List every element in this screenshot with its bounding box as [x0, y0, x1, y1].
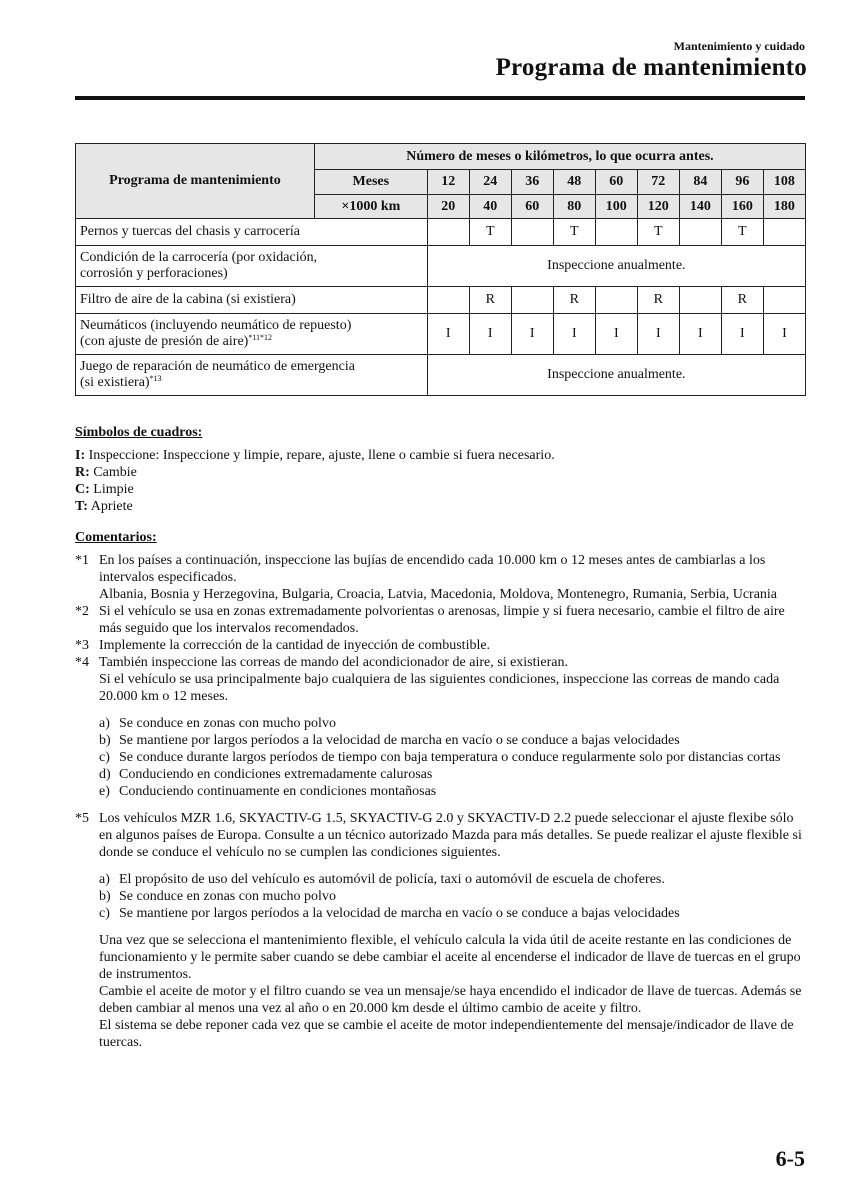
row-item-line: corrosión y perforaciones) — [80, 266, 228, 281]
row-mark: T — [469, 219, 511, 246]
note-text: Si el vehículo se usa en zonas extremadamente polvorientas o arenosas, limpie y si fuera necesario, cambie el filtro de aire más seguido que los intervalos recomendados. — [99, 604, 785, 636]
month-cell: 108 — [763, 170, 805, 195]
row-mark: I — [763, 314, 805, 355]
row-mark: I — [553, 314, 595, 355]
list-text: Se conduce en zonas con mucho polvo — [119, 889, 336, 904]
row-mark — [427, 219, 469, 246]
table-row — [76, 219, 806, 246]
note-marker: *2 — [75, 604, 89, 619]
list-text: Se conduce durante largos períodos de tiempo con baja temperatura o conduce regularmente solo por distancias cortas — [119, 750, 781, 765]
list-text: Conduciendo continuamente en condiciones montañosas — [119, 784, 437, 799]
km-cell: 160 — [721, 195, 763, 219]
km-label: ×1000 km — [314, 195, 427, 219]
note-text: También inspeccione las correas de mando del acondicionador de aire, si existieran. — [99, 655, 568, 670]
symbols-heading: Símbolos de cuadros: — [75, 425, 203, 440]
km-cell: 140 — [679, 195, 721, 219]
row-item-line: Juego de reparación de neumático de emergencia — [80, 359, 355, 374]
note-text: En los países a continuación, inspeccione las bujías de encendido cada 10.000 km o 12 meses antes de cambiarlas a los intervalos especificados. — [99, 553, 766, 585]
row-item-line-text: (con ajuste de presión de aire) — [80, 334, 249, 349]
list-item — [75, 766, 810, 783]
table-row — [76, 246, 806, 287]
row-item-line-text: (si existiera) — [80, 375, 150, 390]
row-mark — [679, 219, 721, 246]
comment-note — [75, 654, 810, 671]
month-cell: 12 — [427, 170, 469, 195]
month-cell: 48 — [553, 170, 595, 195]
row-mark — [595, 287, 637, 314]
table-row — [76, 355, 806, 396]
symbol-item — [75, 481, 810, 498]
row-mark: I — [595, 314, 637, 355]
note-paragraph: Una vez que se selecciona el mantenimiento flexible, el vehículo calcula la vida útil de aceite restante en las condiciones de funcionamiento y le permite saber cuando se debe cambiar el aceite al encenderse el indicador de llave de tuercas en el grupo de instrumentos. — [99, 933, 801, 982]
row-item: Pernos y tuercas del chasis y carrocería — [76, 219, 428, 246]
table-corner-header: Programa de mantenimiento — [76, 144, 315, 219]
km-cell: 180 — [763, 195, 805, 219]
row-mark — [679, 287, 721, 314]
month-cell: 60 — [595, 170, 637, 195]
title-rule — [75, 96, 805, 100]
km-cell: 20 — [427, 195, 469, 219]
row-item — [76, 314, 428, 355]
list-marker: b) — [99, 733, 111, 748]
page-number: 6-5 — [775, 1146, 805, 1171]
list-item — [75, 715, 810, 732]
row-item-line — [80, 375, 423, 391]
list-marker: c) — [99, 906, 110, 921]
row-mark — [763, 219, 805, 246]
section-label: Mantenimiento y cuidado — [673, 39, 805, 53]
comment-note — [75, 603, 810, 637]
table-row — [76, 314, 806, 355]
list-text: Se conduce en zonas con mucho polvo — [119, 716, 336, 731]
row-item-line: Condición de la carrocería (por oxidación, — [80, 250, 318, 265]
list-text: Se mantiene por largos períodos a la velocidad de marcha en vacío o se conduce a bajas velocidades — [119, 733, 680, 748]
note-paragraph: El sistema se debe reponer cada vez que se cambie el aceite de motor independientemente del mensaje/indicador de llave de tuercas. — [99, 1018, 794, 1050]
note-marker: *3 — [75, 638, 89, 653]
row-mark: T — [637, 219, 679, 246]
note-paragraph: Albania, Bosnia y Herzegovina, Bulgaria, Croacia, Latvia, Macedonia, Moldova, Montenegro, Rumania, Serbia, Ucrania — [99, 587, 778, 602]
km-cell: 80 — [553, 195, 595, 219]
symbol-item — [75, 464, 810, 481]
row-mark: R — [553, 287, 595, 314]
note-paragraph: Cambie el aceite de motor y el filtro cuando se vea un mensaje/se haya encendido el indicador de llave de tuercas. Además se deben cambiar al menos una vez al año o en 20.000 km desde el último cambio de aceite y filtro. — [99, 984, 802, 1016]
list-text: Conduciendo en condiciones extremadamente calurosas — [119, 767, 433, 782]
row-item — [76, 246, 428, 287]
km-cell: 60 — [511, 195, 553, 219]
months-label: Meses — [314, 170, 427, 195]
symbol-key: I: — [75, 448, 86, 463]
note-marker: *4 — [75, 655, 89, 670]
row-item-line: Neumáticos (incluyendo neumático de repuesto) — [80, 318, 352, 333]
symbol-key: T: — [75, 499, 88, 514]
row-mark: I — [637, 314, 679, 355]
list-item — [75, 905, 810, 922]
comment-note — [75, 552, 810, 586]
list-item — [75, 749, 810, 766]
month-cell: 72 — [637, 170, 679, 195]
row-mark — [427, 287, 469, 314]
symbol-text: Inspeccione: Inspeccione y limpie, repare, ajuste, llene o cambie si fuera necesario. — [88, 448, 555, 463]
month-cell: 84 — [679, 170, 721, 195]
note-text: Implemente la corrección de la cantidad de inyección de combustible. — [99, 638, 491, 653]
comment-note — [75, 810, 810, 861]
row-span-note: Inspeccione anualmente. — [427, 246, 805, 287]
list-marker: e) — [99, 784, 110, 799]
row-mark — [511, 219, 553, 246]
symbol-key: R: — [75, 465, 90, 480]
list-marker: b) — [99, 889, 111, 904]
row-item-line — [80, 334, 423, 350]
maintenance-table — [75, 143, 806, 396]
month-cell: 36 — [511, 170, 553, 195]
month-cell: 96 — [721, 170, 763, 195]
row-mark: I — [511, 314, 553, 355]
row-mark: I — [721, 314, 763, 355]
list-item — [75, 888, 810, 905]
note-paragraph: Si el vehículo se usa principalmente bajo cualquiera de las siguientes condiciones, inspeccione las correas de mando cada 20.000 km o 12 meses. — [99, 672, 780, 704]
row-mark: I — [469, 314, 511, 355]
list-marker: c) — [99, 750, 110, 765]
symbol-key: C: — [75, 482, 90, 497]
list-item — [75, 732, 810, 749]
note-marker: *5 — [75, 811, 89, 826]
table-span-header: Número de meses o kilómetros, lo que ocurra antes. — [314, 144, 805, 170]
symbol-item — [75, 447, 810, 464]
symbol-text: Apriete — [90, 499, 133, 514]
row-mark: R — [637, 287, 679, 314]
row-mark: T — [553, 219, 595, 246]
note-text: Los vehículos MZR 1.6, SKYACTIV-G 1.5, SKYACTIV-G 2.0 y SKYACTIV-D 2.2 puede seleccionar el ajuste flexibe sólo en algunos países de Europa. Consulte a un técnico autorizado Mazda para más detalles. Se puede realizar el ajuste flexible si donde se conduce el vehículo no se cumplen las condiciones siguientes. — [99, 811, 802, 860]
month-cell: 24 — [469, 170, 511, 195]
row-mark: T — [721, 219, 763, 246]
symbol-item — [75, 498, 810, 515]
comments-heading: Comentarios: — [75, 530, 157, 545]
row-mark — [763, 287, 805, 314]
list-text: Se mantiene por largos períodos a la velocidad de marcha en vacío o se conduce a bajas velocidades — [119, 906, 680, 921]
list-item — [75, 783, 810, 800]
page-title: Programa de mantenimiento — [495, 54, 807, 81]
row-item — [76, 355, 428, 396]
km-cell: 120 — [637, 195, 679, 219]
row-mark: R — [469, 287, 511, 314]
table-row — [76, 287, 806, 314]
note-marker: *1 — [75, 553, 89, 568]
row-item: Filtro de aire de la cabina (si existiera) — [76, 287, 428, 314]
row-mark — [595, 219, 637, 246]
list-marker: d) — [99, 767, 111, 782]
list-item — [75, 871, 810, 888]
row-mark: I — [679, 314, 721, 355]
row-mark: I — [427, 314, 469, 355]
footnote-ref: *13 — [149, 374, 162, 383]
body-text — [75, 424, 810, 1051]
km-cell: 100 — [595, 195, 637, 219]
row-mark: R — [721, 287, 763, 314]
row-span-note: Inspeccione anualmente. — [427, 355, 805, 396]
footnote-ref: *11*12 — [248, 333, 273, 342]
row-mark — [511, 287, 553, 314]
km-cell: 40 — [469, 195, 511, 219]
list-marker: a) — [99, 716, 110, 731]
list-marker: a) — [99, 872, 110, 887]
list-text: El propósito de uso del vehículo es automóvil de policía, taxi o automóvil de escuela de choferes. — [119, 872, 665, 887]
symbol-text: Limpie — [93, 482, 134, 497]
symbol-text: Cambie — [93, 465, 137, 480]
comment-note — [75, 637, 810, 654]
